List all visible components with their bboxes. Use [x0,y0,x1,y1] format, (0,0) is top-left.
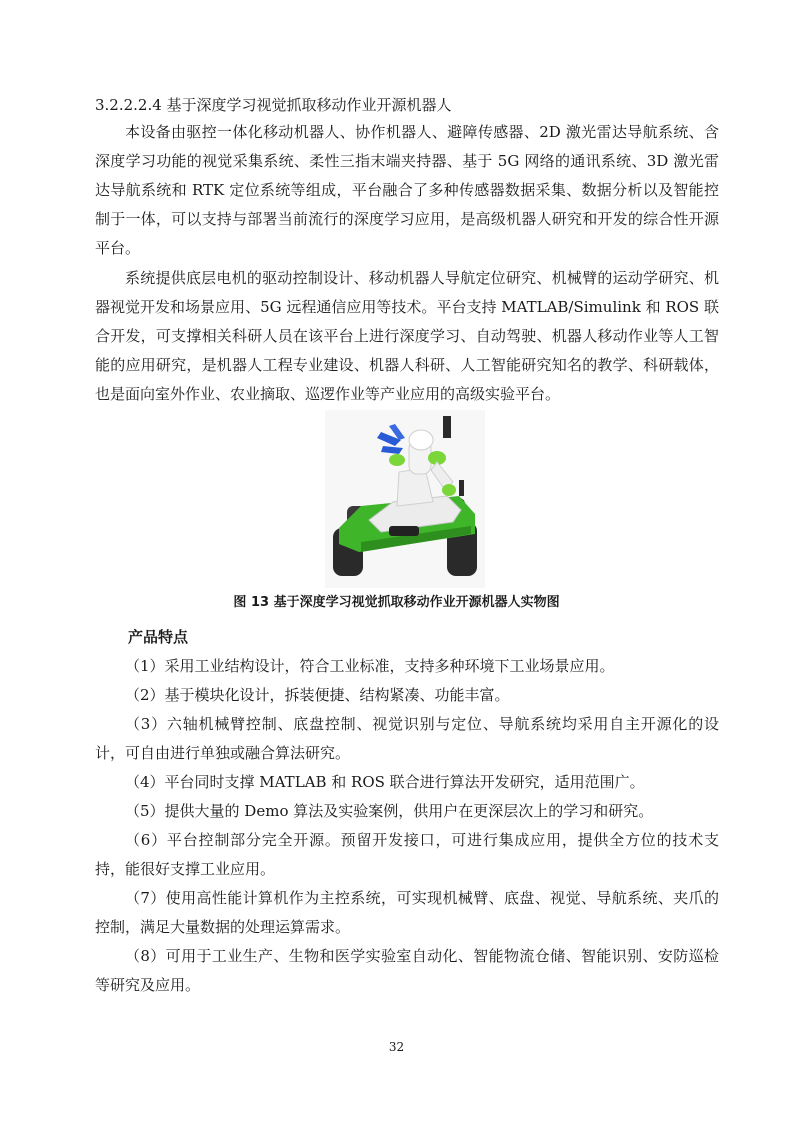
lidar-mast [443,416,451,438]
paragraph-system: 系统提供底层电机的驱动控制设计、移动机器人导航定位研究、机械臂的运动学研究、机器视觉开发和场景应用、5G 远程通信应用等技术。平台支持 MATLAB/Simulink 和 ROS 联合开发，可支撑相关科研人员在该平台上进行深度学习、自动驾驶、机器人移动作业等人工智能的应用研究，是机器人工程专业建设、机器人科研、人工智能研究知名的教学、科研载体，也是面向室外作业、农业摘取、巡逻作业等产业应用的高级实验平台。 [95,269,719,403]
features-list [95,652,719,1000]
feature-item: （5）提供大量的 Demo 算法及实验案例，供用户在更深层次上的学习和研究。 [125,802,654,820]
feature-item: （3）六轴机械臂控制、底盘控制、视觉识别与定位、导航系统均采用自主开源化的设计，可自由进行单独或融合算法研究。 [95,715,719,762]
front-sensor [389,526,419,536]
feature-item: （1）采用工业结构设计，符合工业标准，支持多种环境下工业场景应用。 [125,657,615,675]
feature-item: （7）使用高性能计算机作为主控系统，可实现机械臂、底盘、视觉、导航系统、夹爪的控制，满足大量数据的处理运算需求。 [95,889,719,936]
paragraph-intro: 本设备由驱控一体化移动机器人、协作机器人、避障传感器、2D 激光雷达导航系统、含深度学习功能的视觉采集系统、柔性三指末端夹持器、基于 5G 网络的通讯系统、3D 激光雷达导航系统和 RTK 定位系统等组成，平台融合了多种传感器数据采集、数据分析以及智能控制于一体，可以支持与部署当前流行的深度学习应用，是高级机器人研究和开发的综合性开源平台。 [95,123,719,257]
robot-illustration [325,410,485,588]
arm-joint-green-lower [442,484,456,496]
figure-caption: 图 13 基于深度学习视觉抓取移动作业开源机器人实物图 [233,595,560,610]
page-number: 32 [388,1040,405,1054]
section-heading: 3.2.2.2.4 基于深度学习视觉抓取移动作业开源机器人 [95,96,452,114]
feature-item: （2）基于模块化设计，拆装便捷、结构紧凑、功能丰富。 [125,686,510,704]
arm-joint-green-left [389,454,405,466]
feature-item: （8）可用于工业生产、生物和医学实验室自动化、智能物流仓储、智能识别、安防巡检等研究及应用。 [95,947,719,994]
robot-photo [325,410,485,588]
feature-item: （6）平台控制部分完全开源。预留开发接口，可进行集成应用，提供全方位的技术支持，能很好支撑工业应用。 [95,831,719,878]
feature-item: （4）平台同时支撑 MATLAB 和 ROS 联合进行算法开发研究，适用范围广。 [125,773,645,791]
arm-joint-top [409,430,433,450]
features-title: 产品特点 [128,628,189,646]
antenna [459,480,464,496]
